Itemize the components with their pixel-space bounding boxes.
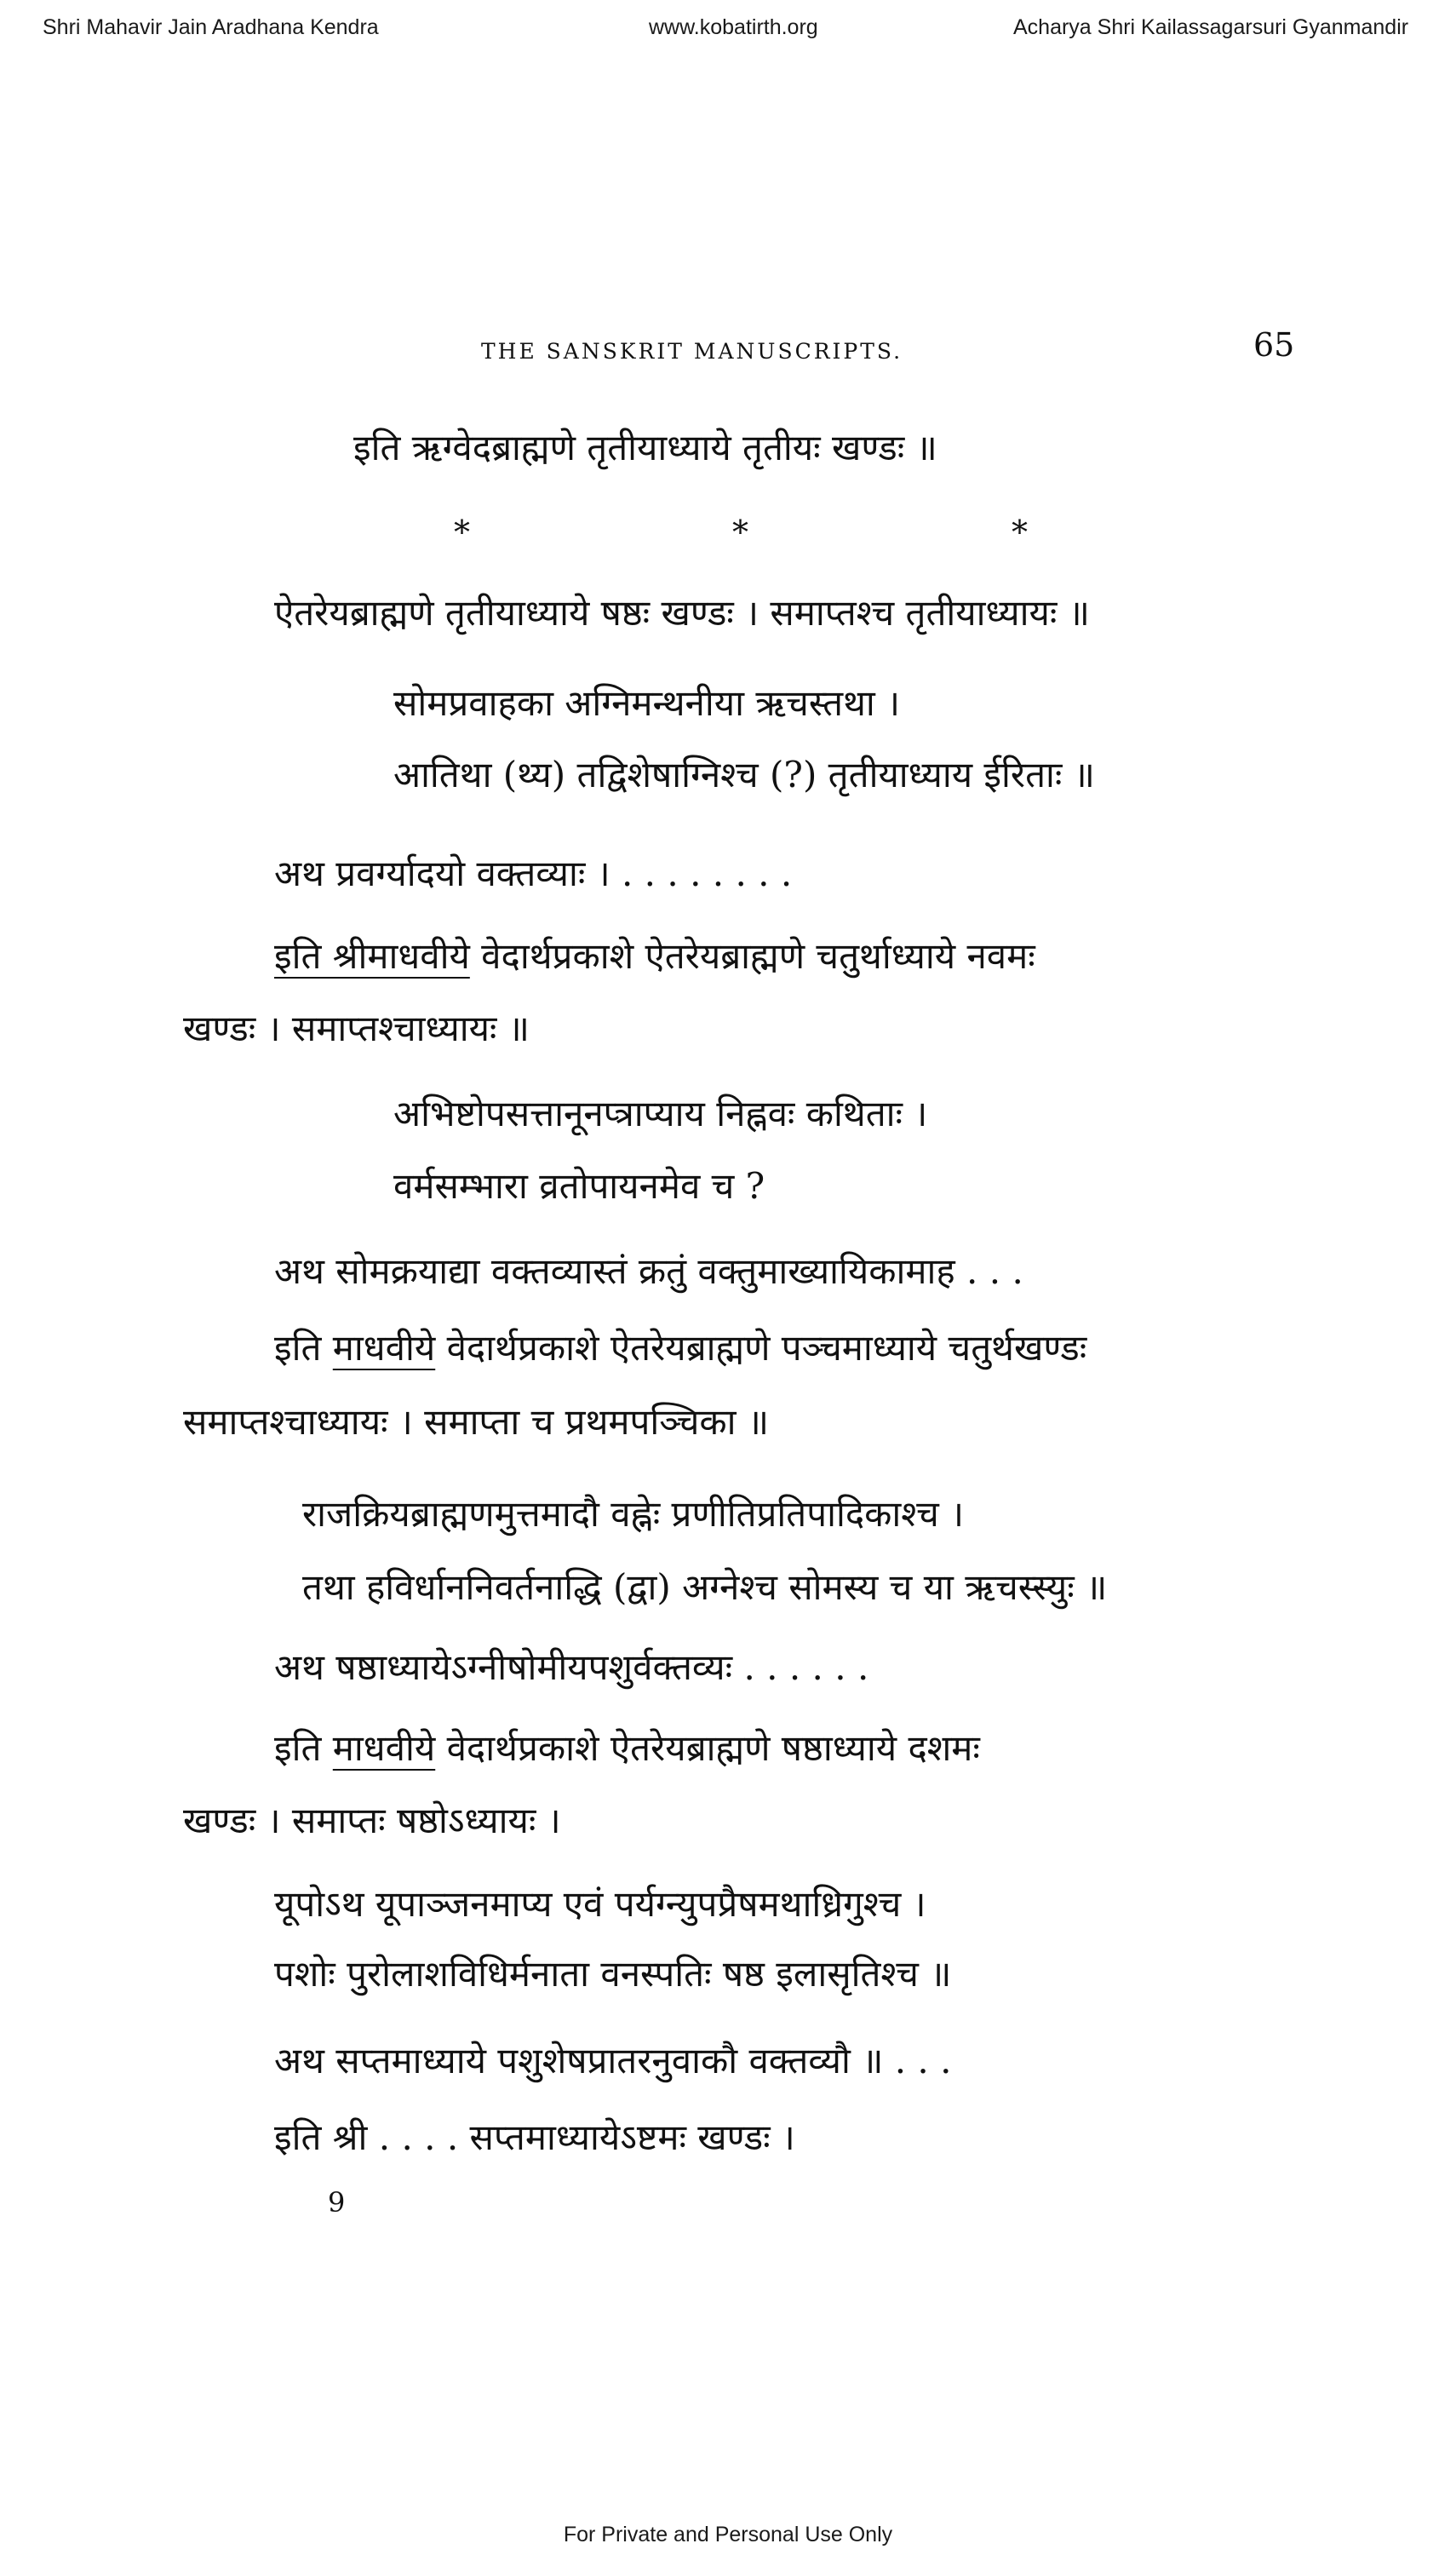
- running-head: THE SANSKRIT MANUSCRIPTS.: [481, 339, 903, 364]
- banner-right: Acharya Shri Kailassagarsuri Gyanmandir: [1013, 15, 1409, 39]
- text-line: इति श्रीमाधवीये वेदार्थप्रकाशे ऐतरेयब्राह्मणे चतुर्थाध्याये नवमः: [274, 935, 1035, 977]
- text-line: अथ सप्तमाध्याये पशुशेषप्रातरनुवाकौ वक्तव्यौ ॥ . . .: [274, 2040, 952, 2081]
- verse-line: पशोः पुरोलाशविधिर्मनाता वनस्पतिः षष्ठ इलासृतिश्च ॥: [274, 1953, 952, 1995]
- verse-line: सोमप्रवाहका अग्निमन्थनीया ऋचस्तथा ।: [393, 682, 901, 724]
- asterisk: *: [732, 514, 748, 551]
- footer-notice: For Private and Personal Use Only: [563, 2523, 893, 2546]
- banner-center-url[interactable]: www.kobatirth.org: [649, 15, 818, 39]
- text-line: अथ षष्ठाध्यायेऽग्नीषोमीयपशुर्वक्तव्यः . . . . . .: [274, 1646, 869, 1688]
- text-line: खण्डः । समाप्तश्चाध्यायः ॥: [183, 1008, 530, 1049]
- banner-left: Shri Mahavir Jain Aradhana Kendra: [43, 15, 379, 39]
- verse-line: आतिथा (थ्य) तद्विशेषाग्निश्च (?) तृतीयाध्याय ईरिताः ॥: [393, 754, 1095, 795]
- text-line: अथ प्रवर्ग्यादयो वक्तव्याः । . . . . . . . .: [274, 853, 793, 894]
- asterisk: *: [454, 514, 470, 551]
- verse-line: यूपोऽथ यूपाञ्जनमाप्य एवं पर्यग्न्युपप्रैषमथाध्रिगुश्च ।: [274, 1883, 926, 1925]
- verse-line: राजक्रियब्राह्मणमुत्तमादौ वह्नेः प्रणीतिप्रतिपादिकाश्च ।: [302, 1493, 965, 1535]
- text-line: ऐतरेयब्राह्मणे तृतीयाध्याये षष्ठः खण्डः । समाप्तश्च तृतीयाध्यायः ॥: [274, 592, 1090, 634]
- text-line: इति माधवीये वेदार्थप्रकाशे ऐतरेयब्राह्मणे पञ्चमाध्याये चतुर्थखण्डः: [274, 1327, 1087, 1369]
- text-line: इति ऋग्वेदब्राह्मणे तृतीयाध्याये तृतीयः खण्डः ॥: [353, 427, 937, 468]
- verse-line: अभिष्टोपसत्तानूनप्त्राप्याय निह्नवः कथिताः ।: [393, 1093, 928, 1134]
- verse-line: तथा हविर्धाननिवर्तनाद्धि (द्वा) अग्नेश्च सोमस्य च या ऋचस्स्युः ॥: [302, 1566, 1108, 1608]
- underlined-word: इति श्रीमाधवीये: [274, 935, 470, 977]
- text-line: इति माधवीये वेदार्थप्रकाशे ऐतरेयब्राह्मणे षष्ठाध्याये दशमः: [274, 1727, 980, 1769]
- underlined-word: माधवीये: [332, 1727, 436, 1769]
- text-line: इति श्री . . . . सप्तमाध्यायेऽष्टमः खण्डः ।: [274, 2116, 795, 2158]
- text-line: अथ सोमक्रयाद्या वक्तव्यास्तं क्रतुं वक्तुमाख्यायिकामाह . . .: [274, 1250, 1023, 1292]
- asterisk: *: [1012, 514, 1028, 551]
- page-number: 65: [1253, 326, 1295, 364]
- signature-mark: 9: [328, 2186, 346, 2219]
- text-line: समाप्तश्चाध्यायः । समाप्ता च प्रथमपञ्चिका ॥: [183, 1401, 770, 1443]
- underlined-word: माधवीये: [332, 1327, 436, 1369]
- verse-line: वर्मसम्भारा व्रतोपायनमेव च ?: [393, 1165, 765, 1207]
- text-line: खण्डः । समाप्तः षष्ठोऽध्यायः ।: [183, 1800, 561, 1841]
